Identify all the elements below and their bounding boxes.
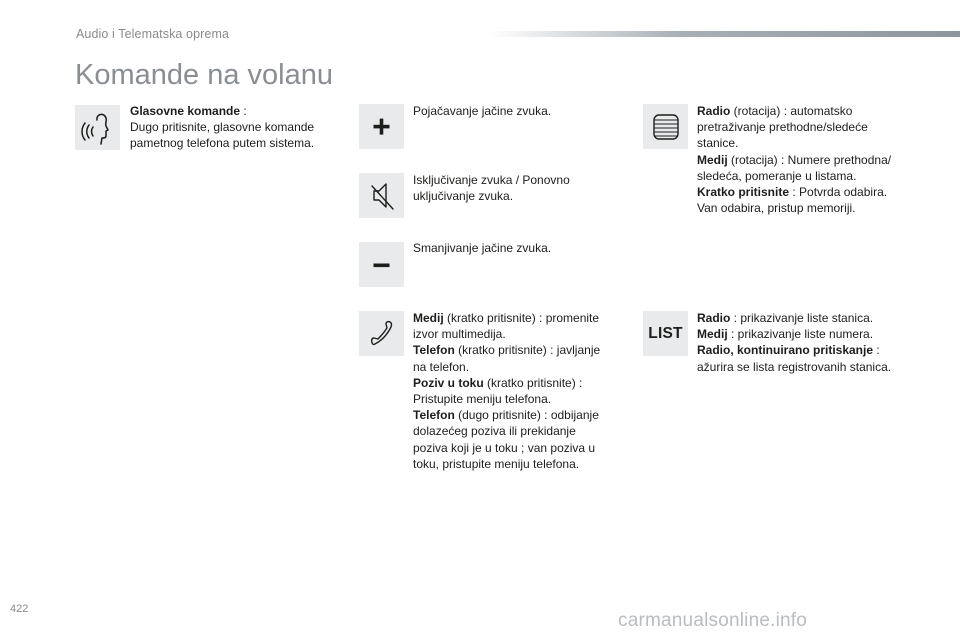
text-line: Pojačavanje jačine zvuka. xyxy=(413,104,552,118)
text-line: dolazećeg poziva ili prekidanje xyxy=(413,424,576,439)
text-line: na telefon. xyxy=(413,359,470,374)
page-title: Komande na volanu xyxy=(75,59,333,91)
text-line: Medij (rotacija) : Numere prethodna/ xyxy=(697,152,892,167)
minus-icon xyxy=(359,242,404,287)
text-line: Poziv u toku (kratko pritisnite) : xyxy=(413,375,583,390)
text-line: sledeća, pomeranje u listama. xyxy=(697,168,857,183)
text-line: Telefon (dugo pritisnite) : odbijanje xyxy=(413,408,599,423)
page-number: 422 xyxy=(10,603,29,615)
text-line: ažurira se lista registrovanih stanica. xyxy=(697,359,892,374)
volume-up-description xyxy=(413,103,551,119)
text-line: toku, pristupite meniju telefona. xyxy=(413,456,580,471)
text-line: izvor multimedija. xyxy=(413,327,506,342)
volume-down-description xyxy=(413,240,551,256)
text-line: Dugo pritisnite, glasovne komande xyxy=(130,120,315,135)
text-line: Glasovne komande : xyxy=(130,104,247,118)
header-divider-bar xyxy=(490,31,960,37)
voice-command-icon xyxy=(75,105,120,150)
thumbwheel-icon xyxy=(643,104,688,149)
phone-handset-icon xyxy=(359,311,404,356)
text-line: poziva koji je u toku ; van poziva u xyxy=(413,440,596,455)
voice-command-description xyxy=(130,103,314,152)
text-line: Smanjivanje jačine zvuka. xyxy=(413,241,552,255)
text-line: Radio : prikazivanje liste stanica. xyxy=(697,311,874,325)
plus-icon xyxy=(359,104,404,149)
text-line: Medij : prikazivanje liste numera. xyxy=(697,327,874,342)
watermark: carmanualsonline.info xyxy=(618,610,808,631)
text-line: Kratko pritisnite : Potvrda odabira. xyxy=(697,185,888,200)
text-line: pretraživanje prethodne/sledeće xyxy=(697,120,868,135)
text-line: uključivanje zvuka. xyxy=(413,189,514,204)
text-line: stanice. xyxy=(697,136,739,151)
text-line: pametnog telefona putem sistema. xyxy=(130,136,315,151)
section-header: Audio i Telematska oprema xyxy=(76,27,230,41)
list-button-label: LIST xyxy=(648,325,683,342)
text-line: Medij (kratko pritisnite) : promenite xyxy=(413,311,600,325)
text-line: Radio, kontinuirano pritiskanje : xyxy=(697,343,880,358)
text-line: Telefon (kratko pritisnite) : javljanje xyxy=(413,343,601,358)
list-description xyxy=(697,310,891,375)
thumbwheel-description xyxy=(697,103,891,216)
mute-speaker-icon xyxy=(359,173,404,218)
text-line: Pristupite meniju telefona. xyxy=(413,392,552,407)
mute-description xyxy=(413,172,570,204)
text-line: Van odabira, pristup memoriji. xyxy=(697,201,856,216)
text-line: Isključivanje zvuka / Ponovno xyxy=(413,173,570,187)
text-line: Radio (rotacija) : automatsko xyxy=(697,104,853,118)
list-button-icon xyxy=(643,311,688,356)
phone-media-description xyxy=(413,310,600,472)
